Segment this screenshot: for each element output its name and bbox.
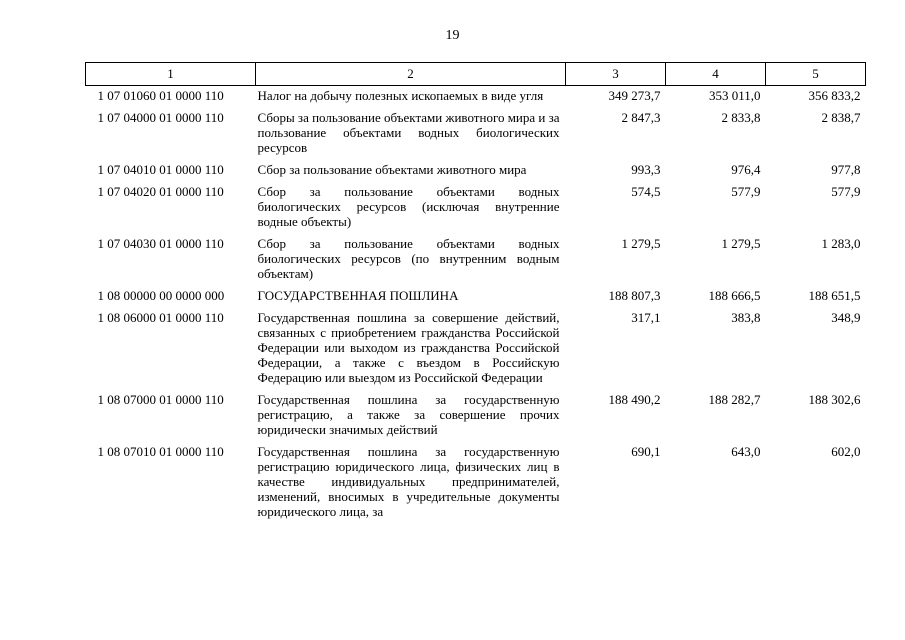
row-value-3: 2 847,3 <box>621 110 661 125</box>
row-name: Сбор за пользование объектами животного мира <box>257 162 527 177</box>
row-value-5: 1 283,0 <box>821 236 861 251</box>
column-header-2: 2 <box>256 63 566 86</box>
row-name: Сбор за пользование объектами водных биологических ресурсов (исключая внутренние водные объекты) <box>257 184 560 229</box>
row-code: 1 08 07000 01 0000 110 <box>97 392 224 407</box>
table-row <box>86 444 866 526</box>
row-value-3: 188 490,2 <box>608 392 661 407</box>
table-header-row <box>86 63 866 86</box>
row-value-4: 188 666,5 <box>708 288 761 303</box>
table-row <box>86 86 866 111</box>
row-value-3: 690,1 <box>631 444 661 459</box>
row-value-4: 353 011,0 <box>708 88 761 103</box>
row-value-5: 577,9 <box>831 184 861 199</box>
row-value-5: 602,0 <box>831 444 861 459</box>
row-name: Сборы за пользование объектами животного мира и за пользование объектами водных биологических ресурсов <box>257 110 560 155</box>
column-header-1: 1 <box>86 63 256 86</box>
column-header-3: 3 <box>566 63 666 86</box>
row-code: 1 08 07010 01 0000 110 <box>97 444 224 459</box>
row-name: Государственная пошлина за государственную регистрацию юридического лица, физических лиц в качестве индивидуальных предпринимателей, изменений, вносимых в учредительные документы юридического лица, за <box>257 444 560 519</box>
row-code: 1 07 04020 01 0000 110 <box>97 184 224 199</box>
table-row <box>86 110 866 162</box>
row-value-3: 1 279,5 <box>621 236 661 251</box>
column-header-4: 4 <box>666 63 766 86</box>
table-row <box>86 288 866 310</box>
row-code: 1 08 06000 01 0000 110 <box>97 310 224 325</box>
row-value-3: 993,3 <box>631 162 661 177</box>
row-value-4: 577,9 <box>731 184 761 199</box>
table-row <box>86 392 866 444</box>
row-name: ГОСУДАРСТВЕННАЯ ПОШЛИНА <box>257 288 459 303</box>
row-value-5: 188 651,5 <box>808 288 861 303</box>
row-value-5: 2 838,7 <box>821 110 861 125</box>
table-row <box>86 236 866 288</box>
table-row <box>86 310 866 392</box>
row-value-4: 188 282,7 <box>708 392 761 407</box>
row-code: 1 07 04000 01 0000 110 <box>97 110 224 125</box>
row-code: 1 08 00000 00 0000 000 <box>97 288 225 303</box>
row-name: Налог на добычу полезных ископаемых в виде угля <box>257 88 544 103</box>
row-code: 1 07 01060 01 0000 110 <box>97 88 224 103</box>
row-value-5: 356 833,2 <box>808 88 861 103</box>
row-value-5: 188 302,6 <box>808 392 861 407</box>
row-name: Сбор за пользование объектами водных биологических ресурсов (по внутренним водным объектам) <box>257 236 560 281</box>
row-value-3: 188 807,3 <box>608 288 661 303</box>
page-number: 19 <box>445 28 460 43</box>
table-row <box>86 184 866 236</box>
row-name: Государственная пошлина за государственную регистрацию, а также за совершение прочих юридически значимых действий <box>257 392 560 437</box>
row-code: 1 07 04010 01 0000 110 <box>97 162 224 177</box>
column-header-5: 5 <box>766 63 866 86</box>
row-value-4: 2 833,8 <box>721 110 761 125</box>
row-value-5: 977,8 <box>831 162 861 177</box>
budget-revenue-table <box>85 62 866 526</box>
row-value-4: 976,4 <box>731 162 761 177</box>
table-row <box>86 162 866 184</box>
row-value-4: 383,8 <box>731 310 761 325</box>
row-value-3: 574,5 <box>631 184 661 199</box>
row-value-3: 349 273,7 <box>608 88 661 103</box>
row-value-4: 1 279,5 <box>721 236 761 251</box>
row-value-5: 348,9 <box>831 310 861 325</box>
row-value-4: 643,0 <box>731 444 761 459</box>
row-name: Государственная пошлина за совершение действий, связанных с приобретением гражданства Российской Федерации или выходом из гражданства Российской Федерации, а также с въездом в Российскую Федерацию или выездом из Российской Федерации <box>257 310 560 385</box>
row-value-3: 317,1 <box>631 310 661 325</box>
row-code: 1 07 04030 01 0000 110 <box>97 236 224 251</box>
